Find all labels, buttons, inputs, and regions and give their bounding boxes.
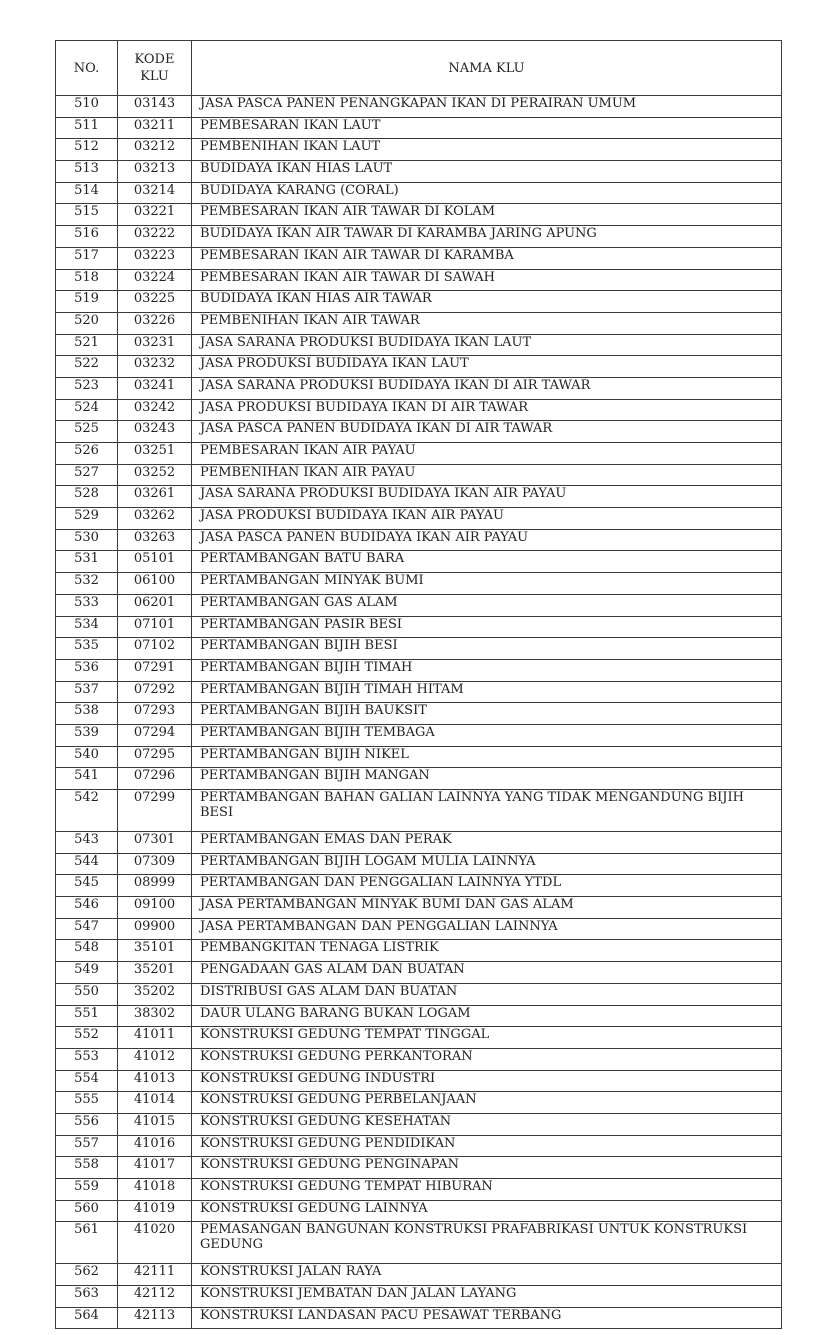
table-row	[56, 573, 782, 595]
row-number: 553	[56, 1048, 118, 1070]
row-number: 523	[56, 377, 118, 399]
table-row	[56, 1222, 782, 1264]
row-nama-klu: PERTAMBANGAN BIJIH BESI	[192, 638, 782, 660]
row-number: 529	[56, 508, 118, 530]
row-nama-klu: KONSTRUKSI JALAN RAYA	[192, 1264, 782, 1286]
row-kode-klu: 03242	[118, 399, 192, 421]
row-nama-klu: PERTAMBANGAN BATU BARA	[192, 551, 782, 573]
table-row	[56, 983, 782, 1005]
row-kode-klu: 41017	[118, 1157, 192, 1179]
row-kode-klu: 42112	[118, 1286, 192, 1308]
table-row	[56, 1135, 782, 1157]
row-number: 521	[56, 334, 118, 356]
row-number: 528	[56, 486, 118, 508]
table-body	[56, 96, 782, 1329]
table-row	[56, 659, 782, 681]
row-nama-klu: PEMBENIHAN IKAN AIR TAWAR	[192, 312, 782, 334]
table-row	[56, 269, 782, 291]
row-kode-klu: 35101	[118, 940, 192, 962]
row-kode-klu: 03143	[118, 96, 192, 118]
row-kode-klu: 03224	[118, 269, 192, 291]
row-number: 551	[56, 1005, 118, 1027]
row-nama-klu: KONSTRUKSI GEDUNG PENGINAPAN	[192, 1157, 782, 1179]
row-kode-klu: 07291	[118, 659, 192, 681]
row-nama-klu: JASA PRODUKSI BUDIDAYA IKAN AIR PAYAU	[192, 508, 782, 530]
row-nama-klu: KONSTRUKSI GEDUNG PERKANTORAN	[192, 1048, 782, 1070]
row-number: 555	[56, 1092, 118, 1114]
row-kode-klu: 35201	[118, 962, 192, 984]
row-number: 550	[56, 983, 118, 1005]
table-row	[56, 790, 782, 832]
row-number: 557	[56, 1135, 118, 1157]
row-nama-klu: PERTAMBANGAN BIJIH TIMAH	[192, 659, 782, 681]
row-kode-klu: 07301	[118, 832, 192, 854]
row-kode-klu: 06100	[118, 573, 192, 595]
table-row	[56, 1027, 782, 1049]
row-number: 524	[56, 399, 118, 421]
row-nama-klu: DISTRIBUSI GAS ALAM DAN BUATAN	[192, 983, 782, 1005]
row-kode-klu: 42113	[118, 1307, 192, 1329]
row-nama-klu: PERTAMBANGAN BAHAN GALIAN LAINNYA YANG TIDAK MENGANDUNG BIJIH BESI	[192, 790, 782, 832]
table-row	[56, 724, 782, 746]
row-kode-klu: 03213	[118, 161, 192, 183]
table-row	[56, 182, 782, 204]
row-nama-klu: KONSTRUKSI JEMBATAN DAN JALAN LAYANG	[192, 1286, 782, 1308]
table-row	[56, 139, 782, 161]
row-kode-klu: 03225	[118, 291, 192, 313]
row-nama-klu: JASA SARANA PRODUKSI BUDIDAYA IKAN LAUT	[192, 334, 782, 356]
header-kode-klu	[118, 41, 192, 96]
row-number: 552	[56, 1027, 118, 1049]
row-nama-klu: PERTAMBANGAN GAS ALAM	[192, 594, 782, 616]
row-kode-klu: 07299	[118, 790, 192, 832]
row-kode-klu: 03221	[118, 204, 192, 226]
row-kode-klu: 03231	[118, 334, 192, 356]
row-kode-klu: 03252	[118, 464, 192, 486]
table-row	[56, 746, 782, 768]
row-number: 548	[56, 940, 118, 962]
table-row	[56, 832, 782, 854]
row-nama-klu: KONSTRUKSI GEDUNG TEMPAT TINGGAL	[192, 1027, 782, 1049]
row-number: 515	[56, 204, 118, 226]
row-kode-klu: 03223	[118, 247, 192, 269]
table-row	[56, 508, 782, 530]
row-nama-klu: JASA PRODUKSI BUDIDAYA IKAN LAUT	[192, 356, 782, 378]
row-number: 549	[56, 962, 118, 984]
row-kode-klu: 09100	[118, 897, 192, 919]
row-nama-klu: PERTAMBANGAN BIJIH MANGAN	[192, 768, 782, 790]
row-nama-klu: DAUR ULANG BARANG BUKAN LOGAM	[192, 1005, 782, 1027]
row-nama-klu: PEMBESARAN IKAN LAUT	[192, 117, 782, 139]
row-number: 561	[56, 1222, 118, 1264]
klu-table	[55, 40, 782, 1329]
row-number: 530	[56, 529, 118, 551]
row-nama-klu: JASA SARANA PRODUKSI BUDIDAYA IKAN DI AIR TAWAR	[192, 377, 782, 399]
row-number: 543	[56, 832, 118, 854]
row-nama-klu: PERTAMBANGAN EMAS DAN PERAK	[192, 832, 782, 854]
row-kode-klu: 06201	[118, 594, 192, 616]
row-kode-klu: 03212	[118, 139, 192, 161]
row-nama-klu: BUDIDAYA IKAN AIR TAWAR DI KARAMBA JARING APUNG	[192, 226, 782, 248]
row-kode-klu: 41012	[118, 1048, 192, 1070]
row-kode-klu: 03263	[118, 529, 192, 551]
header-no: NO.	[56, 41, 118, 96]
table-row	[56, 1092, 782, 1114]
row-number: 559	[56, 1179, 118, 1201]
table-row	[56, 226, 782, 248]
row-nama-klu: PERTAMBANGAN BIJIH TIMAH HITAM	[192, 681, 782, 703]
row-nama-klu: PERTAMBANGAN MINYAK BUMI	[192, 573, 782, 595]
table-row	[56, 291, 782, 313]
table-row	[56, 529, 782, 551]
row-kode-klu: 07292	[118, 681, 192, 703]
row-kode-klu: 07296	[118, 768, 192, 790]
row-number: 558	[56, 1157, 118, 1179]
table-row	[56, 918, 782, 940]
row-number: 531	[56, 551, 118, 573]
row-kode-klu: 07294	[118, 724, 192, 746]
table-row	[56, 1070, 782, 1092]
table-row	[56, 247, 782, 269]
row-kode-klu: 03261	[118, 486, 192, 508]
table-row	[56, 594, 782, 616]
row-nama-klu: PEMBESARAN IKAN AIR TAWAR DI KOLAM	[192, 204, 782, 226]
row-kode-klu: 03251	[118, 443, 192, 465]
row-number: 513	[56, 161, 118, 183]
table-row	[56, 853, 782, 875]
table-row	[56, 551, 782, 573]
table-row	[56, 464, 782, 486]
row-kode-klu: 03243	[118, 421, 192, 443]
row-nama-klu: PERTAMBANGAN BIJIH TEMBAGA	[192, 724, 782, 746]
row-kode-klu: 41013	[118, 1070, 192, 1092]
row-number: 535	[56, 638, 118, 660]
row-nama-klu: BUDIDAYA IKAN HIAS AIR TAWAR	[192, 291, 782, 313]
row-kode-klu: 35202	[118, 983, 192, 1005]
table-row	[56, 1264, 782, 1286]
row-kode-klu: 41019	[118, 1200, 192, 1222]
table-row	[56, 703, 782, 725]
table-row	[56, 1048, 782, 1070]
table-row	[56, 768, 782, 790]
row-nama-klu: KONSTRUKSI GEDUNG PENDIDIKAN	[192, 1135, 782, 1157]
row-nama-klu: JASA PERTAMBANGAN MINYAK BUMI DAN GAS ALAM	[192, 897, 782, 919]
table-row	[56, 96, 782, 118]
table-row	[56, 1005, 782, 1027]
row-kode-klu: 07293	[118, 703, 192, 725]
row-number: 514	[56, 182, 118, 204]
table-row	[56, 638, 782, 660]
row-nama-klu: PEMBESARAN IKAN AIR TAWAR DI KARAMBA	[192, 247, 782, 269]
header-kode-line2: KLU	[140, 69, 169, 84]
row-number: 562	[56, 1264, 118, 1286]
row-kode-klu: 41015	[118, 1113, 192, 1135]
table-row	[56, 1286, 782, 1308]
row-number: 556	[56, 1113, 118, 1135]
row-number: 518	[56, 269, 118, 291]
row-nama-klu: JASA PASCA PANEN BUDIDAYA IKAN AIR PAYAU	[192, 529, 782, 551]
row-nama-klu: JASA PASCA PANEN BUDIDAYA IKAN DI AIR TAWAR	[192, 421, 782, 443]
row-number: 538	[56, 703, 118, 725]
row-nama-klu: KONSTRUKSI GEDUNG INDUSTRI	[192, 1070, 782, 1092]
row-number: 564	[56, 1307, 118, 1329]
table-row	[56, 486, 782, 508]
table-row	[56, 1179, 782, 1201]
row-nama-klu: PEMBENIHAN IKAN LAUT	[192, 139, 782, 161]
row-number: 541	[56, 768, 118, 790]
row-nama-klu: PEMBANGKITAN TENAGA LISTRIK	[192, 940, 782, 962]
row-kode-klu: 41020	[118, 1222, 192, 1264]
row-kode-klu: 03262	[118, 508, 192, 530]
row-nama-klu: BUDIDAYA IKAN HIAS LAUT	[192, 161, 782, 183]
table-row	[56, 940, 782, 962]
table-row	[56, 616, 782, 638]
table-row	[56, 421, 782, 443]
row-nama-klu: JASA PERTAMBANGAN DAN PENGGALIAN LAINNYA	[192, 918, 782, 940]
row-nama-klu: PERTAMBANGAN PASIR BESI	[192, 616, 782, 638]
table-row	[56, 962, 782, 984]
row-kode-klu: 08999	[118, 875, 192, 897]
row-nama-klu: PERTAMBANGAN BIJIH BAUKSIT	[192, 703, 782, 725]
row-number: 511	[56, 117, 118, 139]
row-number: 532	[56, 573, 118, 595]
table-row	[56, 875, 782, 897]
row-nama-klu: KONSTRUKSI GEDUNG KESEHATAN	[192, 1113, 782, 1135]
row-number: 539	[56, 724, 118, 746]
row-nama-klu: PERTAMBANGAN BIJIH LOGAM MULIA LAINNYA	[192, 853, 782, 875]
row-number: 536	[56, 659, 118, 681]
row-kode-klu: 41014	[118, 1092, 192, 1114]
row-number: 510	[56, 96, 118, 118]
table-row	[56, 377, 782, 399]
row-number: 517	[56, 247, 118, 269]
row-kode-klu: 05101	[118, 551, 192, 573]
row-kode-klu: 03241	[118, 377, 192, 399]
row-number: 563	[56, 1286, 118, 1308]
row-kode-klu: 41016	[118, 1135, 192, 1157]
row-number: 527	[56, 464, 118, 486]
row-nama-klu: PEMASANGAN BANGUNAN KONSTRUKSI PRAFABRIKASI UNTUK KONSTRUKSI GEDUNG	[192, 1222, 782, 1264]
row-kode-klu: 07102	[118, 638, 192, 660]
row-number: 546	[56, 897, 118, 919]
table-row	[56, 681, 782, 703]
row-number: 533	[56, 594, 118, 616]
row-number: 522	[56, 356, 118, 378]
table-header-row	[56, 41, 782, 96]
table-row	[56, 399, 782, 421]
row-kode-klu: 07295	[118, 746, 192, 768]
row-nama-klu: PEMBESARAN IKAN AIR PAYAU	[192, 443, 782, 465]
row-number: 545	[56, 875, 118, 897]
row-kode-klu: 07101	[118, 616, 192, 638]
row-nama-klu: PEMBENIHAN IKAN AIR PAYAU	[192, 464, 782, 486]
row-number: 519	[56, 291, 118, 313]
row-number: 560	[56, 1200, 118, 1222]
row-kode-klu: 41018	[118, 1179, 192, 1201]
row-kode-klu: 41011	[118, 1027, 192, 1049]
row-nama-klu: PERTAMBANGAN DAN PENGGALIAN LAINNYA YTDL	[192, 875, 782, 897]
row-kode-klu: 38302	[118, 1005, 192, 1027]
row-nama-klu: KONSTRUKSI LANDASAN PACU PESAWAT TERBANG	[192, 1307, 782, 1329]
row-number: 520	[56, 312, 118, 334]
row-number: 542	[56, 790, 118, 832]
row-nama-klu: JASA PASCA PANEN PENANGKAPAN IKAN DI PERAIRAN UMUM	[192, 96, 782, 118]
row-number: 540	[56, 746, 118, 768]
row-number: 512	[56, 139, 118, 161]
row-number: 544	[56, 853, 118, 875]
table-row	[56, 443, 782, 465]
row-kode-klu: 03222	[118, 226, 192, 248]
row-number: 526	[56, 443, 118, 465]
row-nama-klu: KONSTRUKSI GEDUNG PERBELANJAAN	[192, 1092, 782, 1114]
table-row	[56, 1307, 782, 1329]
row-kode-klu: 09900	[118, 918, 192, 940]
row-nama-klu: PERTAMBANGAN BIJIH NIKEL	[192, 746, 782, 768]
row-number: 537	[56, 681, 118, 703]
row-number: 554	[56, 1070, 118, 1092]
row-kode-klu: 42111	[118, 1264, 192, 1286]
table-row	[56, 356, 782, 378]
row-kode-klu: 07309	[118, 853, 192, 875]
row-nama-klu: PENGADAAN GAS ALAM DAN BUATAN	[192, 962, 782, 984]
table-row	[56, 1157, 782, 1179]
row-kode-klu: 03232	[118, 356, 192, 378]
row-kode-klu: 03226	[118, 312, 192, 334]
header-nama-klu: NAMA KLU	[192, 41, 782, 96]
row-nama-klu: JASA PRODUKSI BUDIDAYA IKAN DI AIR TAWAR	[192, 399, 782, 421]
klu-document-page	[55, 40, 781, 1329]
row-nama-klu: BUDIDAYA KARANG (CORAL)	[192, 182, 782, 204]
table-row	[56, 117, 782, 139]
row-nama-klu: KONSTRUKSI GEDUNG TEMPAT HIBURAN	[192, 1179, 782, 1201]
table-row	[56, 1113, 782, 1135]
row-number: 547	[56, 918, 118, 940]
row-nama-klu: KONSTRUKSI GEDUNG LAINNYA	[192, 1200, 782, 1222]
row-kode-klu: 03211	[118, 117, 192, 139]
table-row	[56, 312, 782, 334]
table-row	[56, 1200, 782, 1222]
row-number: 534	[56, 616, 118, 638]
row-number: 525	[56, 421, 118, 443]
table-row	[56, 897, 782, 919]
row-nama-klu: JASA SARANA PRODUKSI BUDIDAYA IKAN AIR PAYAU	[192, 486, 782, 508]
row-nama-klu: PEMBESARAN IKAN AIR TAWAR DI SAWAH	[192, 269, 782, 291]
row-number: 516	[56, 226, 118, 248]
row-kode-klu: 03214	[118, 182, 192, 204]
header-kode-line1: KODE	[134, 52, 175, 67]
table-row	[56, 204, 782, 226]
table-row	[56, 161, 782, 183]
table-row	[56, 334, 782, 356]
